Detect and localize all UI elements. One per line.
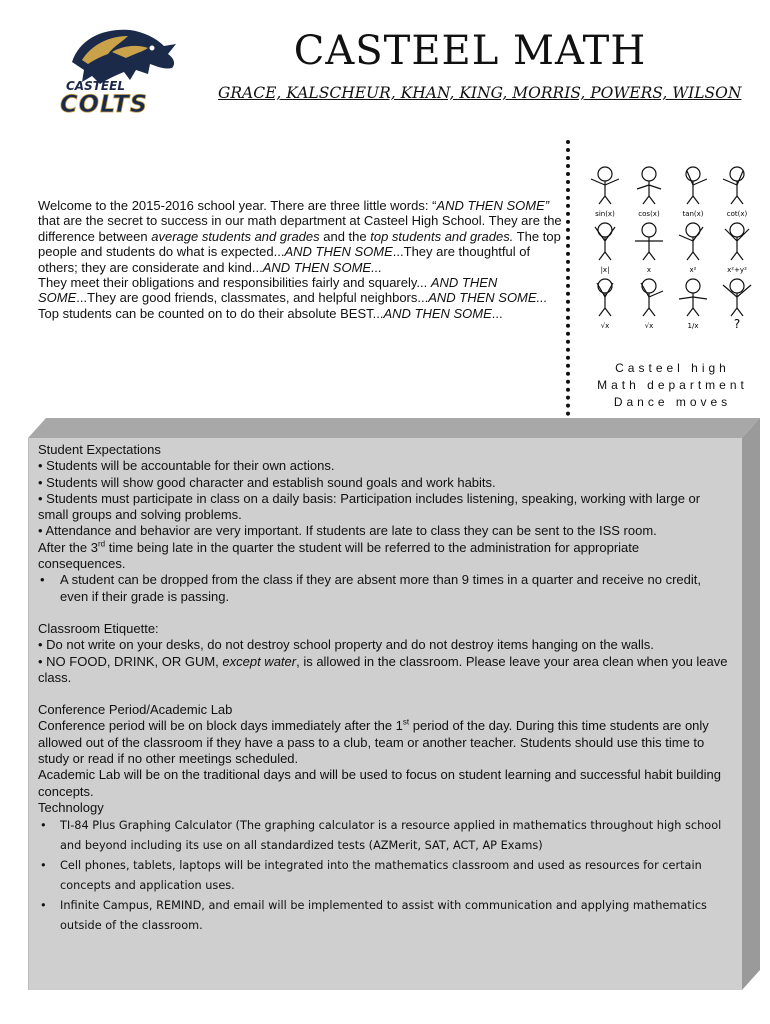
stick-figure-icon [723,167,748,218]
conference-text: Conference period will be on block days immediately after the 1st period of the day. During this time students are only allowed out of the classroom if they have a pass to a club, team or another teacher. Students should use this time to study or read if no other meetings scheduled. [38,718,709,767]
dance-move-label: cos(x) [638,210,660,218]
casteel-colts-logo [52,24,182,116]
dance-move-label: 1/x [687,322,699,330]
conference-heading: Conference Period/Academic Lab [38,702,233,718]
dropped-policy: • A student can be dropped from the class if they are absent more than 9 times in a quarter and receive no credit, even if their grade is passing. [38,572,728,605]
expectation-item: • Students must participate in class on a daily basis: Participation includes listening, speaking, working with large or small groups and solving problems. [38,490,701,523]
technology-item: • Cell phones, tablets, laptops will be integrated into the mathematics classroom and used as resources for certain concepts and application uses. [38,856,728,896]
dance-caption-line: Casteel high [615,361,730,375]
stick-figure-icon [641,279,663,330]
dance-move-label: x [646,266,652,274]
stick-figure-icon [637,167,661,218]
dance-move-label: √x [644,322,654,330]
dance-move-label: cot(x) [726,210,748,218]
expectation-item: • Students will be accountable for their own actions. [38,458,335,474]
expectation-item: • Attendance and behavior are very important. If students are late to class they can be sent to the ISS room. [38,523,657,539]
stick-figure-icon [679,223,703,274]
dotted-divider [566,140,572,416]
expectations-heading: Student Expectations [38,442,161,457]
panel-side-bevel [742,418,760,990]
dance-move-label: ? [733,317,741,331]
stick-figure-icon [591,167,619,218]
technology-heading: Technology [38,799,104,815]
stick-figure-icon [723,279,751,331]
dance-move-label: √x [600,322,610,330]
dance-move-label: sin(x) [595,210,615,218]
stick-figure-icon [597,279,613,330]
teacher-names: GRACE, KALSCHEUR, KHAN, KING, MORRIS, POWERS, WILSON [218,84,742,102]
stick-figure-icon [595,223,615,274]
technology-item: • Infinite Campus, REMIND, and email will be implemented to assist with communication and applying mathematics outside of the classroom. [38,896,728,936]
late-policy: After the 3rd time being late in the quarter the student will be referred to the administration for appropriate consequences. [38,539,640,572]
stick-figure-icon [725,223,749,274]
stick-figure-icon [635,223,663,274]
technology-item: • TI-84 Plus Graphing Calculator (The graphing calculator is a resource applied in mathematics throughout high school and beyond including its use on all standardized tests (AZMerit, SAT, ACT, AP Exams) [38,816,728,856]
welcome-text: Welcome to the 2015-2016 school year. There are three little words: “AND THEN SOME” that are the secret to success in our math department at Casteel High School. They are the difference between average students and grades and the top students and grades. The top people and students do what is expected...AND THEN SOME...They are thoughtful of others; they are considerate and kind...AND THEN SOME... They meet their obligations and responsibilities fairly and squarely... AND THEN SOME...They are good friends, classmates, and helpful neighbors...AND THEN SOME... Top students can be counted on to do their absolute BEST...AND THEN SOME... [38,198,562,321]
dance-moves-figure [585,156,760,331]
logo-text-colts: COLTS [60,90,148,118]
panel-content [38,442,728,936]
dance-move-label: |x| [600,266,610,274]
dance-move-label: tan(x) [682,210,704,218]
etiquette-heading: Classroom Etiquette: [38,620,159,636]
expectation-item: • Students will show good character and establish sound goals and work habits. [38,474,496,490]
etiquette-item: • NO FOOD, DRINK, OR GUM, except water, is allowed in the classroom. Please leave your area clean when you leave class. [38,653,728,685]
dance-move-label: x²+y² [727,266,747,274]
etiquette-item: • Do not write on your desks, do not destroy school property and do not destroy items hanging on the walls. [38,637,654,653]
dance-caption-line: Dance moves [613,395,732,409]
academic-lab-text: Academic Lab will be on the traditional days and will be used to focus on student learning and successful habit building concepts. [38,767,721,799]
page-title: CASTEEL MATH [293,28,647,74]
dance-caption [580,360,765,411]
panel-top-bevel [28,418,760,438]
stick-figure-icon [679,279,707,330]
dance-caption-line: Math department [597,378,748,392]
stick-figure-icon [682,167,707,218]
logo-text-casteel: CASTEEL [66,79,125,93]
dance-move-label: x² [689,266,697,274]
